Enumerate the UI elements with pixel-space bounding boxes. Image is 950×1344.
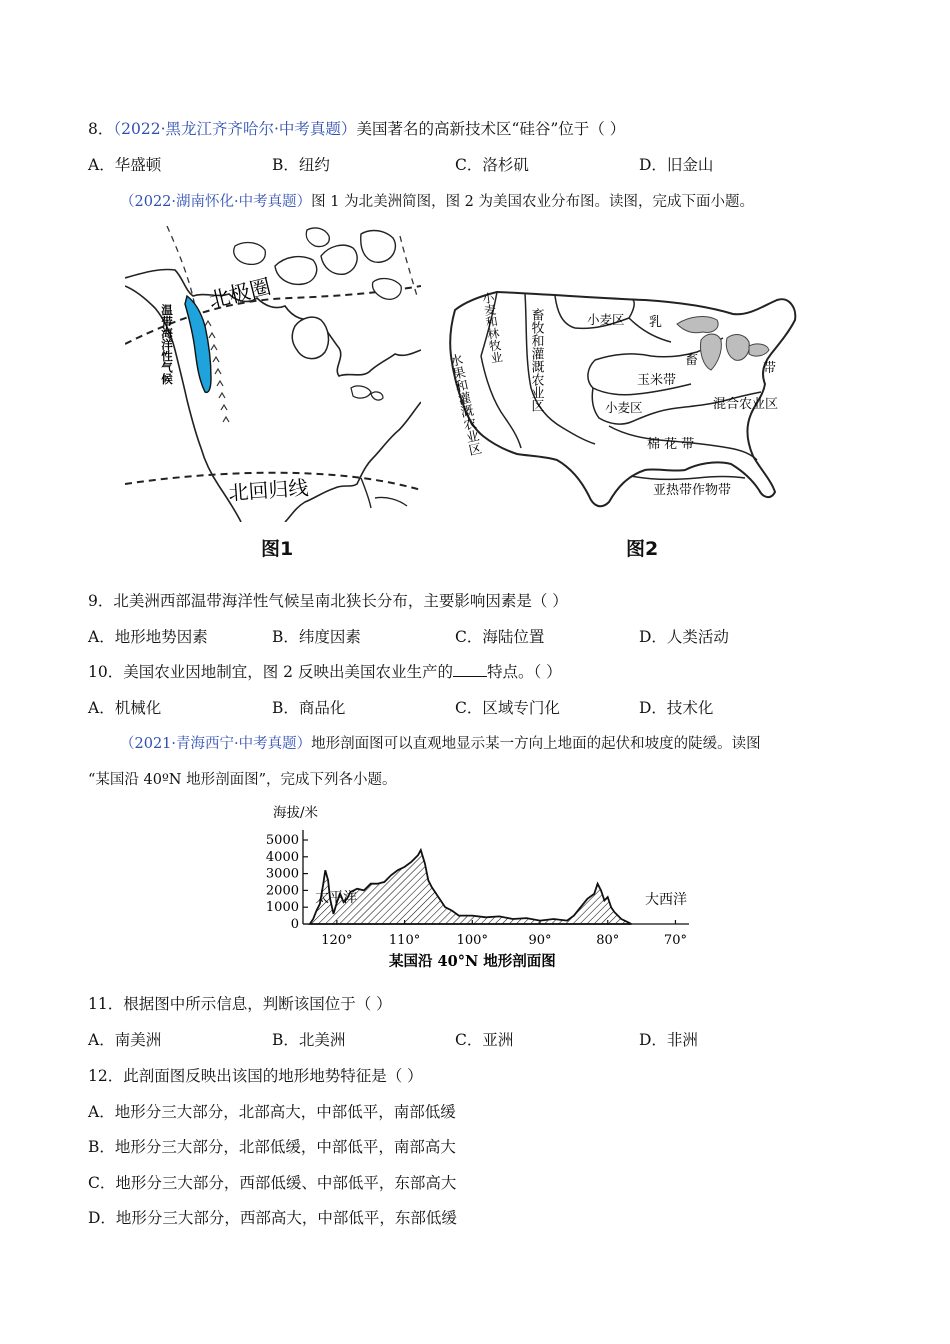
group2-text-a: 地形剖面图可以直观地显示某一方向上地面的起伏和坡度的陡缓。读图 xyxy=(311,736,761,752)
q12-option-c[interactable]: C．地形分三大部分，西部低缓、中部低平，东部高大 xyxy=(88,1174,457,1192)
q8-option-b[interactable]: B．纽约 xyxy=(272,156,330,174)
y-axis-label: 海拔/米 xyxy=(273,805,319,821)
x-tick-label: 70° xyxy=(663,933,687,948)
q9-option-d[interactable]: D．人类活动 xyxy=(639,628,729,646)
q9-option-a[interactable]: A．地形地势因素 xyxy=(88,628,208,646)
q8-option-c[interactable]: C．洛杉矶 xyxy=(455,156,529,174)
answer-blank xyxy=(453,662,487,677)
q8-option-d[interactable]: D．旧金山 xyxy=(639,156,714,174)
q10-option-a[interactable]: A．机械化 xyxy=(88,699,162,717)
group2-intro-line1 xyxy=(120,732,761,753)
x-tick-label: 80° xyxy=(596,933,620,948)
q11-option-b[interactable]: B．北美洲 xyxy=(272,1031,346,1049)
region-fruit-irrigation: 水果和灌溉农业区 xyxy=(445,352,482,458)
question-10-stem xyxy=(88,660,562,682)
q12-option-d[interactable]: D．地形分三大部分，西部高大，中部低平，东部低缓 xyxy=(88,1209,457,1227)
group2-source: （2021·青海西宁·中考真题） xyxy=(120,736,312,752)
question-9-stem xyxy=(88,589,568,611)
q9-option-b[interactable]: B．纬度因素 xyxy=(272,628,361,646)
region-wheat-forestry: 小麦和林牧业 xyxy=(480,291,504,365)
x-tick-label: 120° xyxy=(321,933,353,948)
q12-option-a[interactable]: A．地形分三大部分，北部高大，中部低平，南部低缓 xyxy=(88,1103,456,1121)
q8-option-a[interactable]: A．华盛顿 xyxy=(88,156,162,174)
terrain-profile-area xyxy=(310,850,632,924)
region-corn-belt: 玉米带 xyxy=(637,373,677,388)
x-tick-label: 100° xyxy=(456,933,488,948)
question-number: 12． xyxy=(88,1067,124,1085)
region-dairy-2: 畜 xyxy=(685,353,699,368)
group1-source: （2022·湖南怀化·中考真题） xyxy=(120,194,312,210)
region-dairy-3: 带 xyxy=(763,361,777,376)
region-dairy-1: 乳 xyxy=(649,315,663,330)
question-number: 9． xyxy=(88,592,114,610)
q10-option-d[interactable]: D．技术化 xyxy=(639,699,714,717)
q10-option-c[interactable]: C．区域专门化 xyxy=(455,699,560,717)
terrain-profile-chart xyxy=(265,800,705,975)
y-tick-label: 5000 xyxy=(265,833,299,848)
region-mixed-farming: 混合农业区 xyxy=(713,397,779,412)
q9-option-c[interactable]: C．海陆位置 xyxy=(455,628,545,646)
region-cotton-belt: 棉 花 带 xyxy=(647,437,695,452)
group1-text: 图 1 为北美洲简图，图 2 为美国农业分布图。读图，完成下面小题。 xyxy=(311,194,755,210)
question-text: 美国著名的高新技术区“硅谷”位于（ ） xyxy=(356,120,626,138)
y-tick-label: 2000 xyxy=(265,883,299,899)
figure-1-caption: 图1 xyxy=(261,538,294,560)
question-text: 此剖面图反映出该国的地形地势特征是（ ） xyxy=(123,1067,423,1085)
question-source: （2022·黑龙江齐齐哈尔·中考真题） xyxy=(113,120,357,138)
group1-intro xyxy=(120,190,754,211)
region-wheat-north: 小麦区 xyxy=(587,312,625,327)
question-11-stem xyxy=(88,992,392,1014)
question-12-stem xyxy=(88,1064,423,1086)
y-tick-label: 0 xyxy=(290,917,299,932)
x-tick-label: 110° xyxy=(388,933,421,948)
question-text-a: 美国农业因地制宜，图 2 反映出美国农业生产的 xyxy=(123,663,453,681)
question-8-stem xyxy=(88,117,625,139)
y-tick-label: 1000 xyxy=(265,900,299,916)
figure-1-north-america-map xyxy=(125,226,421,522)
figure-2-us-agriculture-map xyxy=(445,284,830,516)
region-subtropical: 亚热带作物带 xyxy=(653,483,732,498)
x-tick-label: 90° xyxy=(528,933,552,948)
chart-title: 某国沿 40°N 地形剖面图 xyxy=(389,953,556,970)
arctic-circle-label: 北极圈 xyxy=(206,274,274,313)
q12-option-b[interactable]: B．地形分三大部分，北部低缓，中部低平，南部高大 xyxy=(88,1138,456,1156)
question-number: 10． xyxy=(88,663,124,681)
region-livestock-irrigation: 畜牧和灌溉农业区 xyxy=(528,308,544,412)
question-number: 8． xyxy=(88,120,114,138)
question-number: 11． xyxy=(88,995,124,1013)
q11-option-a[interactable]: A．南美洲 xyxy=(88,1031,162,1049)
y-tick-label: 4000 xyxy=(265,849,299,865)
question-text-b: 特点。（ ） xyxy=(486,663,562,681)
question-text: 北美洲西部温带海洋性气候呈南北狭长分布，主要影响因素是（ ） xyxy=(113,592,568,610)
tropic-label: 北回归线 xyxy=(227,475,310,505)
figure-2-caption: 图2 xyxy=(626,538,659,560)
q11-option-d[interactable]: D．非洲 xyxy=(639,1031,698,1049)
y-tick-label: 3000 xyxy=(265,866,299,882)
atlantic-ocean-label: 大西洋 xyxy=(645,892,687,908)
group2-intro-line2: “某国沿 40ºN 地形剖面图”，完成下列各小题。 xyxy=(88,772,397,788)
pacific-ocean-label: 太平洋 xyxy=(315,890,357,906)
q11-option-c[interactable]: C．亚洲 xyxy=(455,1031,514,1049)
climate-label: 温带海洋性气候 xyxy=(160,304,174,385)
q10-option-b[interactable]: B．商品化 xyxy=(272,699,346,717)
region-wheat-mid: 小麦区 xyxy=(605,400,643,415)
question-text: 根据图中所示信息，判断该国位于（ ） xyxy=(123,995,392,1013)
